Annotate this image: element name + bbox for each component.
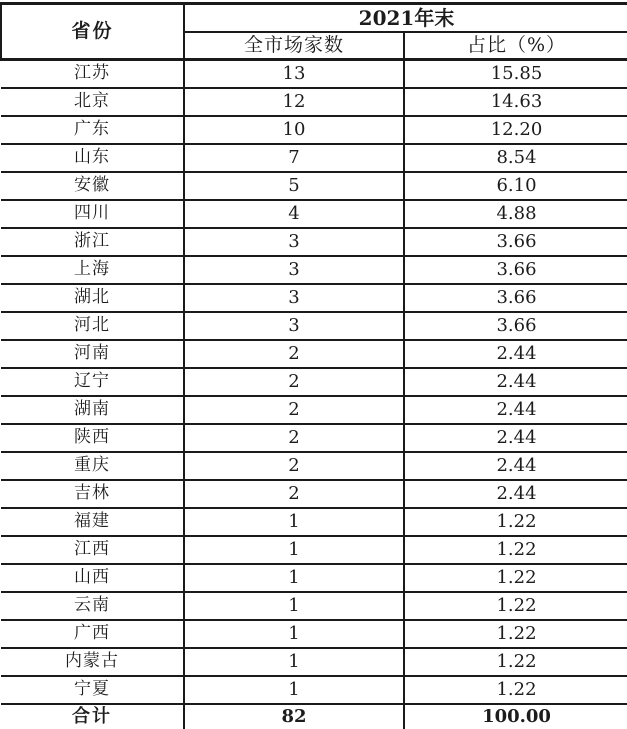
province-cell: 北京 — [1, 88, 184, 116]
percent-cell: 1.22 — [404, 564, 627, 592]
percent-cell: 1.22 — [404, 592, 627, 620]
province-cell: 上海 — [1, 256, 184, 284]
percent-cell: 3.66 — [404, 256, 627, 284]
count-cell: 10 — [184, 116, 404, 144]
province-cell: 河北 — [1, 312, 184, 340]
percent-cell: 3.66 — [404, 312, 627, 340]
count-cell: 2 — [184, 480, 404, 508]
count-cell: 1 — [184, 676, 404, 704]
total-count: 82 — [184, 704, 404, 729]
province-cell: 宁夏 — [1, 676, 184, 704]
count-cell: 4 — [184, 200, 404, 228]
table-row — [1, 60, 627, 88]
table-row — [1, 676, 627, 704]
count-cell: 3 — [184, 228, 404, 256]
percent-cell: 2.44 — [404, 340, 627, 368]
table-body — [1, 60, 627, 704]
percent-cell: 15.85 — [404, 60, 627, 88]
province-cell: 湖南 — [1, 396, 184, 424]
province-cell: 内蒙古 — [1, 648, 184, 676]
table-row — [1, 368, 627, 396]
percent-cell: 1.22 — [404, 620, 627, 648]
count-cell: 1 — [184, 620, 404, 648]
header-province: 省份 — [1, 4, 184, 60]
table-footer — [1, 704, 627, 729]
percent-cell: 4.88 — [404, 200, 627, 228]
table-row — [1, 536, 627, 564]
province-cell: 安徽 — [1, 172, 184, 200]
percent-cell: 1.22 — [404, 648, 627, 676]
table-row — [1, 172, 627, 200]
province-cell: 吉林 — [1, 480, 184, 508]
count-cell: 3 — [184, 284, 404, 312]
percent-cell: 3.66 — [404, 284, 627, 312]
table-row — [1, 396, 627, 424]
table-row — [1, 592, 627, 620]
percent-cell: 1.22 — [404, 508, 627, 536]
count-cell: 7 — [184, 144, 404, 172]
count-cell: 3 — [184, 256, 404, 284]
percent-cell: 12.20 — [404, 116, 627, 144]
header-row-group — [1, 4, 627, 32]
province-cell: 山东 — [1, 144, 184, 172]
table-row — [1, 312, 627, 340]
province-cell: 重庆 — [1, 452, 184, 480]
percent-cell: 8.54 — [404, 144, 627, 172]
total-label: 合计 — [1, 704, 184, 729]
table-row — [1, 116, 627, 144]
total-row — [1, 704, 627, 729]
province-cell: 广东 — [1, 116, 184, 144]
table-row — [1, 256, 627, 284]
percent-cell: 2.44 — [404, 480, 627, 508]
count-cell: 1 — [184, 648, 404, 676]
table-row — [1, 452, 627, 480]
percent-cell: 1.22 — [404, 536, 627, 564]
table-row — [1, 340, 627, 368]
percent-cell: 2.44 — [404, 368, 627, 396]
count-cell: 2 — [184, 340, 404, 368]
count-cell: 12 — [184, 88, 404, 116]
count-cell: 1 — [184, 564, 404, 592]
province-cell: 广西 — [1, 620, 184, 648]
header-percent: 占比（%） — [404, 32, 627, 60]
province-cell: 辽宁 — [1, 368, 184, 396]
count-cell: 2 — [184, 396, 404, 424]
province-stats-table — [0, 2, 627, 729]
table-row — [1, 648, 627, 676]
table-row — [1, 88, 627, 116]
table-row — [1, 620, 627, 648]
table-row — [1, 228, 627, 256]
percent-cell: 1.22 — [404, 676, 627, 704]
table-row — [1, 564, 627, 592]
count-cell: 2 — [184, 424, 404, 452]
header-year-group: 2021年末 — [184, 4, 627, 32]
percent-cell: 6.10 — [404, 172, 627, 200]
province-cell: 河南 — [1, 340, 184, 368]
count-cell: 3 — [184, 312, 404, 340]
count-cell: 1 — [184, 592, 404, 620]
province-cell: 浙江 — [1, 228, 184, 256]
province-cell: 云南 — [1, 592, 184, 620]
province-cell: 江西 — [1, 536, 184, 564]
table-row — [1, 200, 627, 228]
table-row — [1, 144, 627, 172]
count-cell: 5 — [184, 172, 404, 200]
table-row — [1, 480, 627, 508]
province-cell: 陕西 — [1, 424, 184, 452]
province-cell: 江苏 — [1, 60, 184, 88]
count-cell: 1 — [184, 508, 404, 536]
count-cell: 2 — [184, 368, 404, 396]
percent-cell: 2.44 — [404, 452, 627, 480]
count-cell: 13 — [184, 60, 404, 88]
count-cell: 1 — [184, 536, 404, 564]
count-cell: 2 — [184, 452, 404, 480]
table-header — [1, 4, 627, 60]
percent-cell: 2.44 — [404, 396, 627, 424]
percent-cell: 14.63 — [404, 88, 627, 116]
table-row — [1, 508, 627, 536]
percent-cell: 2.44 — [404, 424, 627, 452]
table-row — [1, 424, 627, 452]
province-cell: 湖北 — [1, 284, 184, 312]
header-market-count: 全市场家数 — [184, 32, 404, 60]
percent-cell: 3.66 — [404, 228, 627, 256]
province-cell: 四川 — [1, 200, 184, 228]
total-percent: 100.00 — [404, 704, 627, 729]
table-row — [1, 284, 627, 312]
province-cell: 福建 — [1, 508, 184, 536]
province-cell: 山西 — [1, 564, 184, 592]
